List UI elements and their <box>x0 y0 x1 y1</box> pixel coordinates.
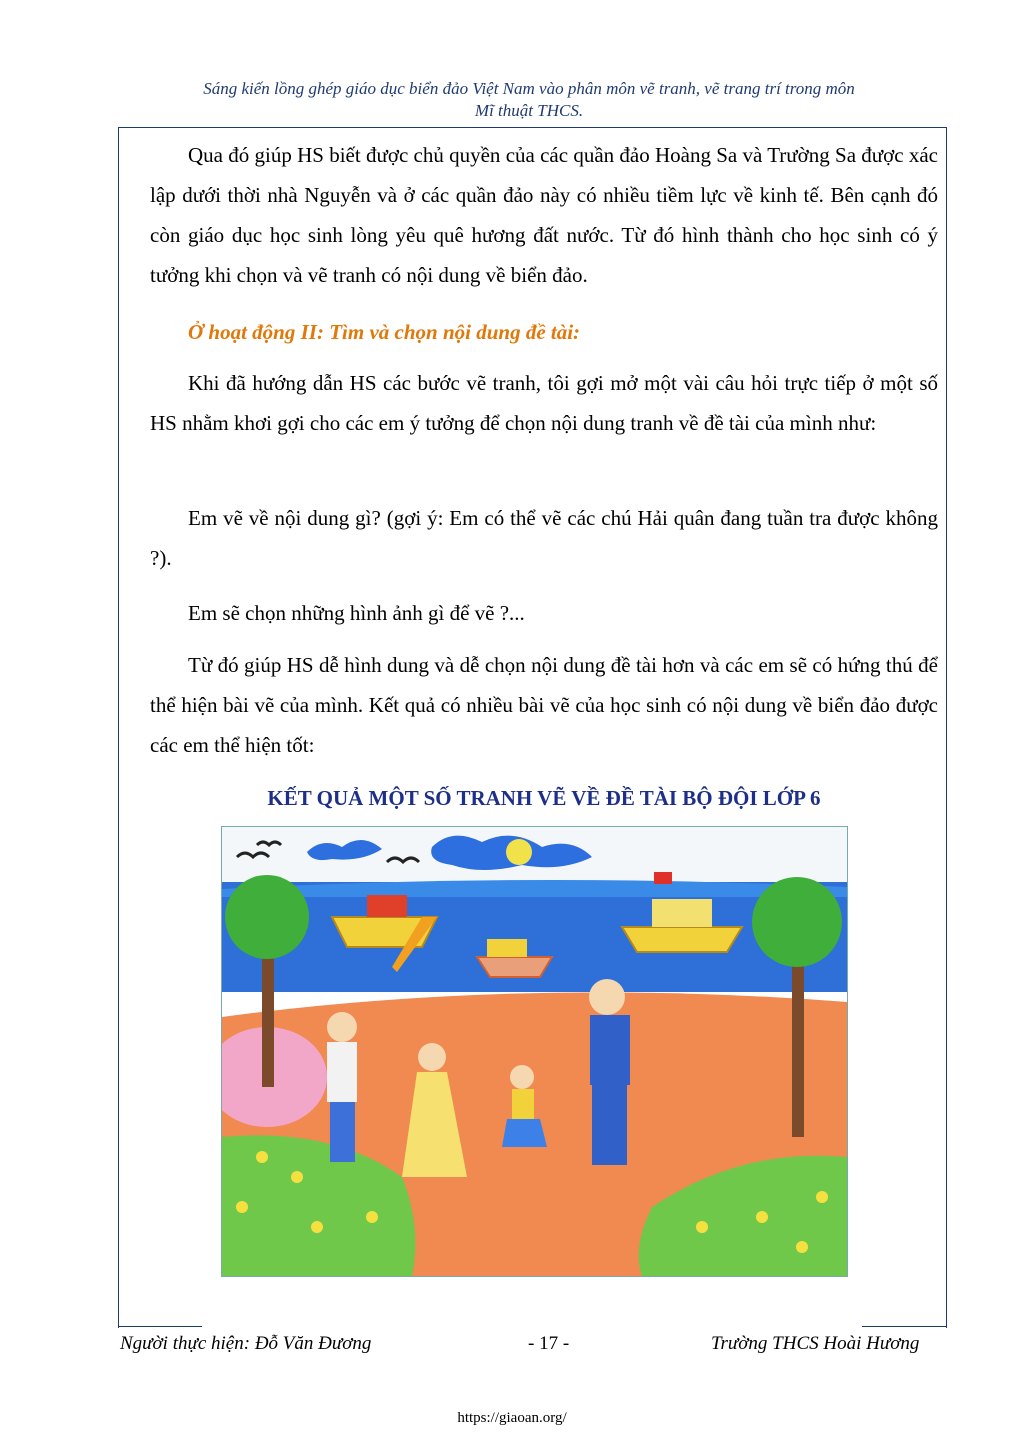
paragraph-3: Em vẽ về nội dung gì? (gợi ý: Em có thể vẽ các chú Hải quân đang tuần tra được không ?). <box>150 506 938 570</box>
footer-school: Trường THCS Hoài Hương <box>711 1333 920 1354</box>
paragraph-2: Khi đã hướng dẫn HS các bước vẽ tranh, tôi gợi mở một vài câu hỏi trực tiếp ở một số HS nhằm khơi gợi cho các em ý tưởng để chọn nội dung tranh về đề tài của mình như: <box>150 371 938 435</box>
header-line-2: Mĩ thuật THCS. <box>474 101 584 120</box>
page-border-bottom-left <box>118 1326 202 1327</box>
subheading: Ở hoạt động II: Tìm và chọn nội dung đề tài: <box>188 320 581 344</box>
source-url[interactable]: https://giaoan.org/ <box>457 1410 567 1426</box>
page-border-bottom-right <box>862 1326 946 1327</box>
header-line-1: Sáng kiến lồng ghép giáo dục biển đảo Việt Nam vào phân môn vẽ tranh, vẽ trang trí trong môn <box>203 79 855 98</box>
paragraph-1: Qua đó giúp HS biết được chủ quyền của các quần đảo Hoàng Sa và Trường Sa được xác lập dưới thời nhà Nguyễn và ở các quần đảo này có nhiều tiềm lực về kinh tế. Bên cạnh đó còn giáo dục học sinh lòng yêu quê hương đất nước. Từ đó hình thành cho học sinh có ý tưởng khi chọn và vẽ tranh có nội dung về biển đảo. <box>150 143 938 287</box>
footer-author: Người thực hiện: Đỗ Văn Đương <box>120 1333 372 1354</box>
paragraph-4: Em sẽ chọn những hình ảnh gì để vẽ ?... <box>188 601 525 625</box>
figure-title: KẾT QUẢ MỘT SỐ TRANH VẼ VỀ ĐỀ TÀI BỘ ĐỘI LỚP 6 <box>267 786 821 810</box>
paragraph-5: Từ đó giúp HS dễ hình dung và dễ chọn nội dung đề tài hơn và các em sẽ có hứng thú để thể hiện bài vẽ của mình. Kết quả có nhiều bài vẽ của học sinh có nội dung về biển đảo được các em thể hiện tốt: <box>150 653 938 757</box>
footer-page-number: - 17 - <box>528 1333 570 1354</box>
student-painting <box>221 826 848 1277</box>
page-header <box>118 78 940 122</box>
